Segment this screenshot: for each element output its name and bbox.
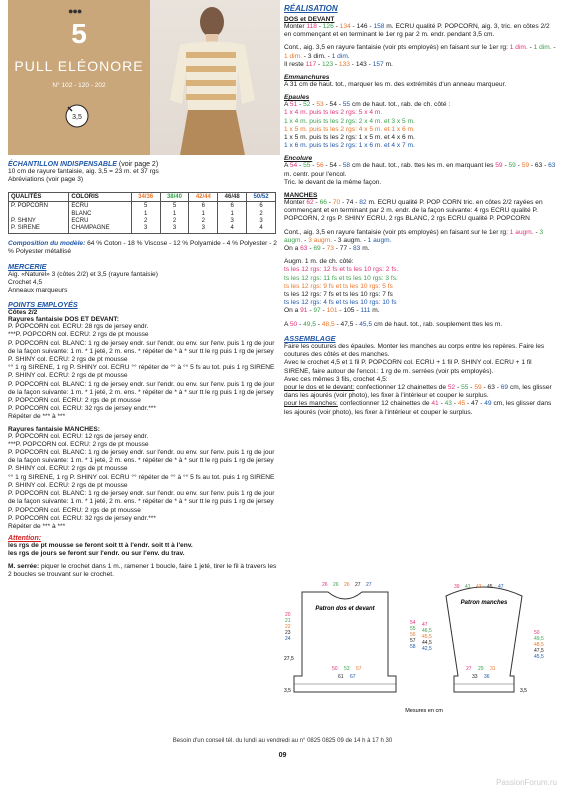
manches-augm-line: ts les 12 rgs: 7 fs et ts les 10 rgs: 7 fs [284, 291, 393, 299]
needle-size-icon [64, 103, 90, 129]
echantillon-title: ÉCHANTILLON INDISPENSABLE [8, 161, 117, 168]
table-header: 50/52 [247, 193, 276, 202]
encolure-title: Encolure [284, 155, 313, 163]
svg-text:45,5: 45,5 [422, 634, 432, 640]
stripe-step: P. POPCORN col. BLANC: 1 rg de jersey endr. sur l'endr. ou env. sur l'env. puis 1 rg de jour de la façon suivante: 1 m. * 1 jeté, 2 m. ens. * répéter de * à * sur tt le rg puis 1 rg de jersey [8, 490, 275, 506]
hero-banner [8, 0, 280, 155]
attention-line: les rgs de jours se feront sur l'endr. ou sur l'env. du trav. [8, 550, 185, 558]
right-column [284, 0, 558, 417]
assemblage-p5: pour les manches: confectionner 12 chainettes de 41 - 43 - 45 - 47 - 49 cm, les glisser dans les ajourés (voir photo), les fixer à l'intérieur et couper le surplus. [284, 400, 552, 416]
echantillon-note: (voir page 2) [118, 161, 159, 168]
table-cell: 6 2 3 4 [247, 202, 276, 234]
svg-text:67: 67 [350, 674, 356, 680]
svg-text:53: 53 [344, 666, 350, 672]
svg-text:23: 23 [285, 630, 291, 636]
stripe-step: P. SHINY col. ECRU: 2 rgs de pt mousse [8, 481, 128, 489]
table-cell: 5 1 2 3 [131, 202, 160, 234]
difficulty-dots: ●●● [68, 6, 82, 16]
stripe-step: °° 1 rg SIRENE, 1 rg P. SHINY col. ECRU °° répéter de °° à °° 5 fs au tot. puis 1 rg SIRENE [8, 364, 275, 372]
encolure-note: Tric. le devant de la même façon. [284, 178, 382, 186]
dos-devant-stripes-title: Rayures fantaisie DOS ET DEVANT: [8, 316, 119, 324]
encolure-text: A 54 - 55 - 56 - 54 - 58 cm de haut. tot., rab. ttes les m. en marquant les 59 - 59 - 59 - 63 - 63 m. centr. pour l'encol. [284, 162, 556, 178]
assemblage-p2: Avec le crochet 4,5 et 1 fil P. POPCORN col. ECRU + 1 fil P. SHINY col. ECRU + 1 fil SIRENE, faire autour de l'encol.: 1 rg de m. serrées (voir pts employés). [284, 359, 532, 375]
svg-text:54: 54 [410, 620, 416, 626]
svg-text:56: 56 [410, 632, 416, 638]
epaules-line: 1 x 5 m. puis ts les 2 rgs: 1 x 5 m. et 4 x 6 m. [284, 134, 415, 142]
mercerie-line: Aig. «Naturel» 3 (côtes 2/2) et 3,5 (rayure fantaisie) [8, 270, 158, 278]
svg-text:29: 29 [478, 666, 484, 672]
svg-text:26: 26 [344, 582, 350, 588]
svg-text:27: 27 [355, 582, 361, 588]
manches-finish: A 50 - 49,5 - 48,5 - 47,5 - 45,5 cm de haut. tot., rab. souplement ttes les m. [284, 320, 503, 328]
echantillon-line-2: Abréviations (voir page 3) [8, 176, 84, 184]
stripe-step: P. POPCORN col. ECRU: 32 rgs de jersey endr.*** [8, 514, 156, 522]
dos-paragraph-1: Monter 118 - 126 - 134 - 146 - 158 m. ECRU qualité P. POPCORN, aig. 3, tric. en côtes 2/2 en commençant et en terminant le 1er rg par 2 m. endr. pendant 3,5 cm. [284, 23, 550, 39]
table-header-row [9, 193, 276, 202]
stripe-step: P. POPCORN col. ECRU: 2 rgs de pt mousse [8, 397, 141, 405]
table-cell: P. POPCORN P. SHINY P. SIRENE [9, 202, 69, 234]
table-header: 38/40 [160, 193, 189, 202]
svg-text:41: 41 [465, 584, 471, 590]
stripe-step: P. POPCORN col. BLANC: 1 rg de jersey endr. sur l'endr. ou env. sur l'env. puis 1 rg de jour de la façon suivante: 1 m. * 1 jeté, 2 m. ens. * répéter de * à * sur tt le rg puis 1 rg de jersey [8, 449, 275, 465]
product-numbers: N° 102 - 120 - 202 [52, 82, 106, 89]
pattern-number: 5 [71, 18, 87, 49]
svg-text:33: 33 [472, 674, 478, 680]
stripe-step: Répéter de *** à *** [8, 413, 66, 421]
echantillon-heading [8, 161, 280, 168]
table-header: 34/36 [131, 193, 160, 202]
emmanchures-text: A 31 cm de haut. tot., marquer les m. des extrémités d'un anneau marqueur. [284, 81, 507, 89]
manches-augm-line: ts les 12 rgs: 11 fs et ts les 10 rgs: 3 fs. [284, 274, 398, 282]
mercerie-line: Crochet 4,5 [8, 278, 43, 286]
page-number: 09 [278, 752, 287, 759]
assemblage-title: ASSEMBLAGE [284, 333, 336, 343]
manches-paragraph-1: Monter 62 - 66 - 70 - 74 - 82 m. ECRU qualité P. POP CORN tric. en côtes 2/2 rayées en commençant et en terminant par 2 m. endr. de la façon suivante: 4 rgs ECRU qualité P. POPCORN, 2 rgs P. SHINY ECRU, 2 rgs BLANC, 2 rgs ECRU qualité P. POPCORN [284, 199, 543, 223]
table-cell: ECRU BLANC ECRU CHAMPAGNE [69, 202, 131, 234]
manches-total: On a 91 - 97 - 101 - 105 - 111 m. [284, 307, 380, 315]
title-panel [8, 0, 150, 155]
watermark: PassionForum.ru [496, 778, 557, 787]
stripe-step: P. SHINY col. ECRU: 2 rgs de pt mousse [8, 356, 128, 364]
svg-text:61: 61 [338, 674, 344, 680]
needle-size-label: 3,5 [72, 114, 82, 121]
manches-title: MANCHES [284, 192, 318, 200]
table-row [9, 202, 276, 234]
svg-text:45,5: 45,5 [534, 654, 544, 660]
stripe-step: P. SHINY col. ECRU: 2 rgs de pt mousse [8, 465, 128, 473]
svg-text:55: 55 [410, 626, 416, 632]
svg-text:57: 57 [410, 638, 416, 644]
svg-text:27: 27 [466, 666, 472, 672]
table-header: COLORIS [69, 193, 131, 202]
mercerie-line: Anneaux marqueurs [8, 287, 68, 295]
table-header: 42/44 [189, 193, 218, 202]
stripe-step: P. POPCORN col. BLANC: 1 rg de jersey endr. sur l'endr. ou env. sur l'env. puis 1 rg de jour de la façon suivante: 1 m. * 1 jeté, 2 m. ens. * répéter de * à * sur tt le rg puis 1 rg de jersey [8, 380, 275, 396]
svg-text:43: 43 [476, 584, 482, 590]
svg-text:58: 58 [410, 644, 416, 650]
stripe-step: P. POPCORN col. ECRU: 28 rgs de jersey endr. [8, 323, 149, 331]
sweater-illustration [150, 0, 280, 155]
svg-text:50: 50 [534, 630, 540, 636]
cotes-title: Côtes 2/2 [8, 309, 38, 317]
maille-serree: M. serrée: piquer le crochet dans 1 m., ramener 1 boucle, faire 1 jeté, tirer le fil à travers les 2 boucles se trouvant sur le crochet. [8, 563, 277, 579]
assemblage-p3: Avec ces mêmes 3 fils, crochet 4,5: [284, 375, 388, 383]
svg-text:50: 50 [332, 666, 338, 672]
table-cell: 6 1 2 3 [189, 202, 218, 234]
schema-height-27: 27,5 [284, 656, 294, 662]
echantillon-line-1: 10 cm de rayure fantaisie, aig. 3,5 = 23 m. et 37 rgs [8, 168, 159, 175]
schema-label-manches: Patron manches [460, 600, 508, 606]
svg-text:57: 57 [356, 666, 362, 672]
epaules-line: 1 x 6 m. puis ts les 2 rgs: 1 x 6 m. et 4 x 7 m. [284, 142, 415, 150]
mercerie-title: MERCERIE [8, 261, 47, 271]
svg-text:20: 20 [285, 612, 291, 618]
epaules-line: 1 x 4 m. puis ts les 2 rgs: 5 x 4 m. [284, 109, 383, 117]
svg-text:26: 26 [333, 582, 339, 588]
stripe-step: P. POPCORN col. ECRU: 32 rgs de jersey endr.*** [8, 405, 156, 413]
svg-text:48,5: 48,5 [534, 642, 544, 648]
svg-text:46,5: 46,5 [422, 628, 432, 634]
realisation-title: RÉALISATION [284, 4, 338, 13]
table-cell: 5 1 2 3 [160, 202, 189, 234]
model-photo [150, 0, 280, 155]
stripe-step: P. SHINY col. ECRU: 2 rgs de pt mousse [8, 372, 128, 380]
svg-text:47: 47 [422, 622, 428, 628]
manches-stripes-list [8, 433, 280, 531]
dos-paragraph-2: Cont., aig. 3,5 en rayure fantaisie (voir pts employés) en faisant sur le 1er rg: 1 dim. - 1 dim. - 1 dim. - 3 dim. - 1 dim. Il reste 117 - 123 - 133 - 143 - 157 m. [284, 44, 556, 68]
svg-text:47: 47 [498, 584, 504, 590]
attention-title: Attention: [8, 535, 42, 543]
manches-augm-line: ts les 12 rgs: 9 fs et ts les 10 rgs: 5 fs [284, 282, 393, 290]
table-header: 46/48 [218, 193, 247, 202]
composition: Composition du modèle: 64 % Coton - 18 % Viscose - 12 % Polyamide - 4 % Polyester - 2 % Polyester métallisé [8, 240, 277, 256]
dos-devant-stripes-list [8, 323, 280, 421]
dos-title: DOS et DEVANT [284, 16, 335, 23]
svg-text:31: 31 [490, 666, 496, 672]
emmanchures-title: Emmanchures [284, 74, 330, 82]
manches-paragraph-2: Cont., aig. 3,5 en rayure fantaisie (voir pts employés) en faisant sur le 1er rg: 1 augm. - 3 augm. - 3 augm. - 3 augm. - 1 augm. On a 63 - 69 - 73 - 77 - 83 m. [284, 228, 544, 253]
epaules-line: 1 x 5 m. puis ts les 2 rgs: 4 x 5 m. et 1 x 6 m. [284, 125, 415, 133]
manches-augm-line: ts les 12 rgs: 12 fs et ts les 10 rgs: 2 fs. [284, 266, 399, 274]
svg-text:26: 26 [322, 582, 328, 588]
svg-text:22: 22 [285, 624, 291, 630]
footer-help-line: Besoin d'un conseil tél. du lundi au vendredi au n° 0825 0825 09 de 14 h à 17 h 30 [172, 738, 393, 744]
attention-line: les rgs de pt mousse se feront soit tt à l'endr. soit tt à l'env. [8, 542, 193, 550]
product-name: PULL ELÉONORE [14, 58, 144, 74]
svg-text:42,5: 42,5 [422, 646, 432, 652]
schema-caption: Mesures en cm [405, 708, 443, 714]
table-header: QUALITÉS [9, 193, 69, 202]
svg-text:49,5: 49,5 [534, 636, 544, 642]
epaules-intro: A 51 - 52 - 53 - 54 - 55 cm de haut. tot., rab. de ch. côté : [284, 101, 451, 109]
schema-drawing [284, 574, 558, 724]
left-column [8, 0, 280, 580]
stripe-step: ***P. POPCORN col. ECRU: 2 rgs de pt mousse [8, 331, 149, 339]
svg-text:27: 27 [366, 582, 372, 588]
assemblage-p1: Faire les coutures des épaules. Monter les manches au corps entre les repères. Faire les coutures des côtés et des manches. [284, 342, 545, 359]
table-cell: 6 1 3 4 [218, 202, 247, 234]
epaules-line: 1 x 4 m. puis ts les 2 rgs: 2 x 4 m. et 3 x 5 m. [284, 117, 415, 125]
svg-text:36: 36 [484, 674, 490, 680]
schema-label-dos: Patron dos et devant [315, 606, 375, 612]
manches-augm-line: ts les 12 rgs: 4 fs et ts les 10 rgs: 10 fs [284, 299, 397, 307]
stripe-step: °° 1 rg SIRENE, 1 rg P. SHINY col. ECRU °° répéter de °° à °° 5 fs au tot. puis 1 rg SIRENE [8, 473, 275, 481]
schema-height-35: 3,5 [284, 688, 291, 694]
svg-text:24: 24 [285, 636, 291, 642]
svg-text:39: 39 [454, 584, 460, 590]
assemblage-p4: pour le dos et le devant: confectionner 12 chainettes de 52 - 55 - 59 - 63 - 69 cm, les glisser dans les ajourés (voir photo), les fixer à l'intérieur et couper le surplus. [284, 383, 552, 400]
svg-text:3,5: 3,5 [520, 688, 527, 694]
manches-stripes-title: Rayures fantaisie MANCHES: [8, 425, 100, 433]
stripe-step: P. POPCORN col. ECRU: 12 rgs de jersey endr. [8, 432, 149, 440]
epaules-title: Epaules [284, 94, 310, 102]
svg-text:21: 21 [285, 618, 291, 624]
svg-text:47,5: 47,5 [534, 648, 544, 654]
stripe-step: Répéter de *** à *** [8, 522, 66, 530]
manches-augm-intro: Augm. 1 m. de ch. côté: [284, 258, 354, 266]
pattern-schema [284, 574, 558, 724]
stripe-step: P. POPCORN col. BLANC: 1 rg de jersey endr. sur l'endr. ou env. sur l'env. puis 1 rg de jour de la façon suivante: 1 m. * 1 jeté, 2 m. ens. * répéter de * à * sur tt le rg puis 1 rg de jersey [8, 339, 275, 355]
svg-text:45: 45 [487, 584, 493, 590]
stripe-step: P. POPCORN col. ECRU: 2 rgs de pt mousse [8, 506, 141, 514]
stripe-step: ***P. POPCORN col. ECRU: 2 rgs de pt mousse [8, 440, 149, 448]
materials-table [8, 192, 276, 234]
svg-text:44,5: 44,5 [422, 640, 432, 646]
points-title: POINTS EMPLOYÉS [8, 300, 78, 310]
